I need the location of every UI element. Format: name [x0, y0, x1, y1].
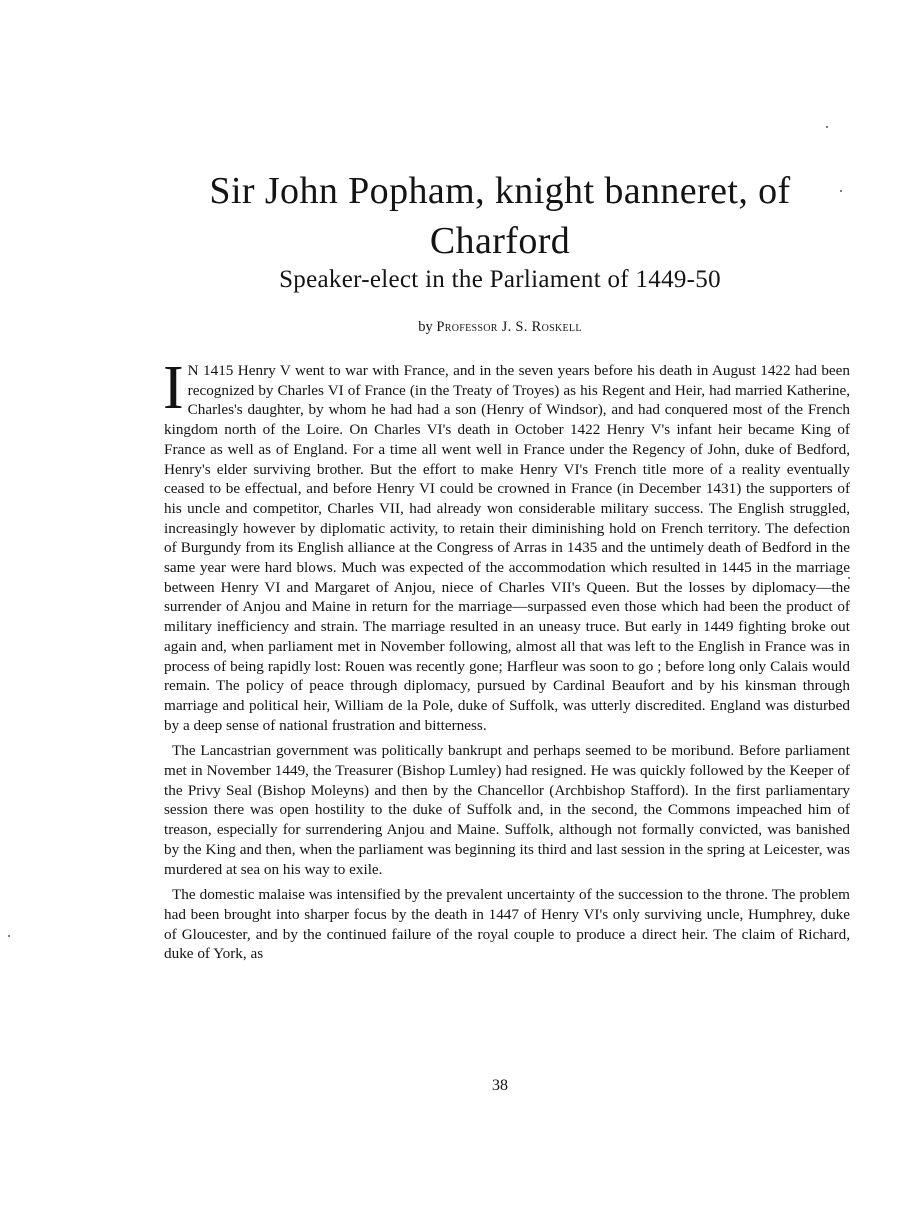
article-byline [150, 318, 850, 336]
scan-speck [848, 577, 850, 579]
paragraph-1 [163, 354, 850, 735]
article-subtitle: Speaker-elect in the Parliament of 1449-50 [279, 266, 721, 293]
paragraph-3: The domestic malaise was intensified by the prevalent uncertainty of the succession to the throne. The problem had been brought into sharper focus by the death in 1447 of Henry VI's only surviving uncle, Humphrey, duke of Gloucester, and by the continued failure of the royal couple to produce a direct heir. The claim of Richard, duke of York, as [164, 886, 850, 963]
paragraph-1-text: N 1415 Henry V went to war with France, and in the seven years before his death in August 1422 had been recognized by Charles VI of France (in the Treaty of Troyes) as his Regent and Heir, had married Katherine, Charles's daughter, by whom he had had a son (Henry of Windsor), and had conquered most of the French kingdom north of the Loire. On Charles VI's death in October 1422 Henry V's infant heir became King of France as well as of England. For a time all went well in France under the Regency of John, duke of Bedford, Henry's elder surviving brother. But the effort to make Henry VI's French title more of a reality eventually ceased to be effectual, and before Henry VI could be crowned in France (in December 1431) the supporters of his uncle and competitor, Charles VII, had already won considerable military success. The English struggled, increasingly however by diplomatic activity, to retain their diminishing hold on French territory. The defection of Burgundy from its English alliance at the Congress of Arras in 1435 and the untimely death of Bedford in the same year were hard blows. Much was expected of the accommodation which resulted in 1445 in the marriage between Henry VI and Margaret of Anjou, niece of Charles VII's Queen. But the losses by diplomacy—the surrender of Anjou and Maine in return for the marriage—surpassed even those which had been the product of military inefficiency and strain. The marriage resulted in an uneasy truce. But early in 1449 fighting broke out again and, when parliament met in November following, almost all that was left to the English in France was in process of being rapidly lost: Rouen was recently gone; Harfleur was soon to go ; before long only Calais would remain. The policy of peace through diplomacy, pursued by Cardinal Beaufort and by his kinsman through marriage and political heir, William de la Pole, duke of Suffolk, was utterly discredited. England was disturbed by a deep sense of national frustration and bitterness. [164, 362, 850, 734]
scan-speck [826, 126, 828, 128]
scan-speck [8, 935, 10, 937]
byline-author: Professor J. S. Roskell [436, 319, 582, 335]
drop-cap: I [163, 354, 184, 422]
article-title: Sir John Popham, knight banneret, of Charford [209, 170, 791, 262]
byline-prefix: by [418, 319, 437, 335]
article-body [163, 354, 850, 970]
paragraph-2: The Lancastrian government was politically bankrupt and perhaps seemed to be moribund. Before parliament met in November 1449, the Treasurer (Bishop Lumley) had resigned. He was quickly followed by the Keeper of the Privy Seal (Bishop Moleyns) and then by the Chancellor (Archbishop Stafford). In the first parliamentary session there was open hostility to the duke of Suffolk and, in the second, the Commons impeached him of treason, especially for surrendering Anjou and Maine. Suffolk, although not formally convicted, was banished by the King and then, when the parliament was beginning its third and last session in the spring at Leicester, was murdered at sea on his way to exile. [164, 742, 850, 878]
page-number: 38 [492, 1077, 508, 1094]
scan-speck [840, 190, 842, 192]
